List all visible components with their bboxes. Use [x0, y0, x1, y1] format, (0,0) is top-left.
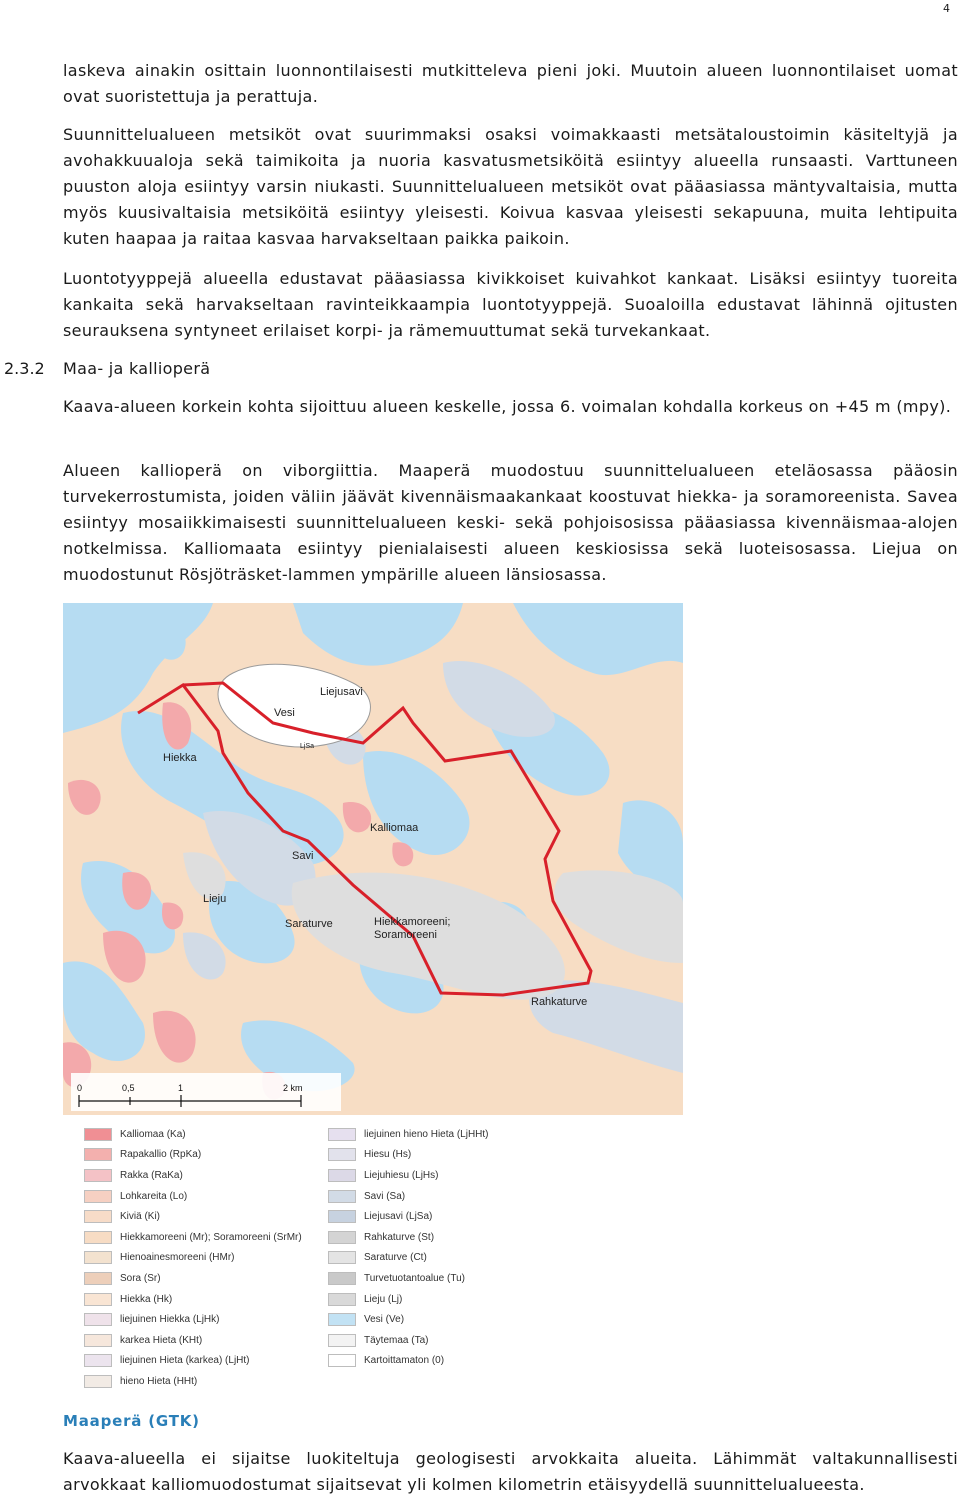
- legend-label: Turvetuotantoalue (Tu): [364, 1272, 465, 1284]
- scale-bar: [71, 1073, 341, 1111]
- scale-tick-05: 0,5: [122, 1083, 135, 1093]
- paragraph-6: Kaava-alueella ei sijaitse luokiteltuja geologisesti arvokkaita alueita. Lähimmät valtakunnallisesti arvokkaat kalliomuodostumat sijaitsevat yli kolmen kilometrin etäisyydellä suunnittelualueesta.: [63, 1449, 958, 1494]
- legend-item: [328, 1289, 489, 1310]
- legend-swatch: [328, 1293, 356, 1306]
- legend-item: [84, 1145, 302, 1166]
- page-number: 4: [943, 2, 950, 15]
- legend-item: [328, 1227, 489, 1248]
- legend-item: [328, 1351, 489, 1372]
- legend-swatch: [328, 1354, 356, 1367]
- paragraph-5: Alueen kallioperä on viborgiittia. Maaperä muodostuu suunnittelualueen eteläosassa pääosin turvekerrostumista, joiden väliin jäävät kivennäismaakankaat koostuvat hiekka- ja soramoreenista. Savea esiintyy mosaiikkimaisesti suunnittelualueen keski- sekä pohjoisosissa pääasiassa kivennäismaa-alojen notkelmissa. Kalliomaata esiintyy pienialaisesti alueen keskiosissa sekä luoteisosassa. Liejua on muodostunut Rösjöträsket-lammen ympärille alueen länsiosassa.: [63, 461, 958, 584]
- legend-item: [84, 1268, 302, 1289]
- legend-column-right: [328, 1124, 489, 1371]
- legend-item: [84, 1289, 302, 1310]
- legend-swatch: [328, 1231, 356, 1244]
- label-vesi: Vesi: [274, 707, 295, 719]
- legend-item: [328, 1165, 489, 1186]
- legend-swatch: [328, 1251, 356, 1264]
- legend-swatch: [84, 1169, 112, 1182]
- scale-tick-2km: 2 km: [283, 1083, 303, 1093]
- paragraph-1: laskeva ainakin osittain luonnontilaisesti mutkitteleva pieni joki. Muutoin alueen luonnontilaiset uomat ovat suoristettuja ja perattuja.: [63, 61, 958, 106]
- legend-label: Kartoittamaton (0): [364, 1355, 445, 1367]
- legend-label: hieno Hieta (HHt): [120, 1375, 198, 1387]
- legend-item: [328, 1124, 489, 1145]
- legend-swatch: [328, 1272, 356, 1285]
- legend-swatch: [328, 1210, 356, 1223]
- legend-swatch: [84, 1190, 112, 1203]
- legend-swatch: [328, 1334, 356, 1347]
- legend-item: [328, 1186, 489, 1207]
- legend-swatch: [84, 1272, 112, 1285]
- legend-item: [84, 1371, 302, 1392]
- legend-swatch: [328, 1148, 356, 1161]
- legend-label: Lohkareita (Lo): [120, 1190, 188, 1202]
- legend-item: [328, 1309, 489, 1330]
- legend-label: Rapakallio (RpKa): [120, 1149, 202, 1161]
- legend-swatch: [84, 1128, 112, 1141]
- legend-label: Täytemaa (Ta): [364, 1334, 429, 1346]
- legend-swatch: [84, 1334, 112, 1347]
- label-hiekka: Hiekka: [163, 752, 197, 764]
- legend-label: Hiesu (Hs): [364, 1149, 412, 1161]
- legend-swatch: [84, 1354, 112, 1367]
- legend-item: [328, 1206, 489, 1227]
- legend-item: [84, 1330, 302, 1351]
- legend-item: [84, 1227, 302, 1248]
- map-legend: [84, 1124, 504, 1394]
- scale-tick-0: 0: [77, 1083, 83, 1093]
- legend-swatch: [84, 1313, 112, 1326]
- legend-swatch: [84, 1293, 112, 1306]
- legend-label: Liejusavi (LjSa): [364, 1211, 433, 1223]
- section-title: Maa- ja kallioperä: [63, 359, 211, 378]
- legend-label: liejuinen Hieta (karkea) (LjHt): [120, 1355, 250, 1367]
- legend-item: [84, 1248, 302, 1269]
- label-saraturve: Saraturve: [285, 918, 333, 930]
- legend-label: karkea Hieta (KHt): [120, 1334, 203, 1346]
- figure-caption: Maaperä (GTK): [63, 1412, 200, 1430]
- legend-label: Vesi (Ve): [364, 1314, 405, 1326]
- label-lieju: Lieju: [203, 893, 227, 905]
- legend-swatch: [328, 1313, 356, 1326]
- legend-swatch: [84, 1375, 112, 1388]
- legend-swatch: [328, 1128, 356, 1141]
- legend-label: Lieju (Lj): [364, 1293, 403, 1305]
- legend-item: [328, 1268, 489, 1289]
- legend-column-left: [84, 1124, 302, 1392]
- legend-swatch: [328, 1169, 356, 1182]
- legend-label: Hienoainesmoreeni (HMr): [120, 1252, 235, 1264]
- soil-map: [63, 603, 683, 1115]
- label-rahkaturve: Rahkaturve: [531, 996, 588, 1008]
- legend-item: [84, 1186, 302, 1207]
- legend-item: [84, 1124, 302, 1145]
- soil-map-graphic: [63, 603, 683, 1115]
- section-number: 2.3.2: [4, 359, 45, 378]
- legend-item: [84, 1351, 302, 1372]
- paragraph-3: Luontotyyppejä alueella edustavat pääasiassa kivikkoiset kuivahkot kankaat. Lisäksi esiintyy tuoreita kankaita sekä harvakseltaan ravinteikkaampia luontotyyppejä. Suoaloilla edustavat lähinnä ojitusten seurauksena syntyneet erilaiset korpi- ja rämemuuttumat sekä turvekankaat.: [63, 269, 958, 340]
- legend-item: [84, 1206, 302, 1227]
- legend-label: Liejuhiesu (LjHs): [364, 1169, 439, 1181]
- legend-swatch: [84, 1148, 112, 1161]
- legend-label: liejuinen hieno Hieta (LjHHt): [364, 1128, 489, 1140]
- legend-swatch: [84, 1251, 112, 1264]
- label-ljsa: LjSa: [300, 743, 315, 750]
- legend-label: Hiekkamoreeni (Mr); Soramoreeni (SrMr): [120, 1231, 302, 1243]
- legend-item: [84, 1165, 302, 1186]
- legend-item: [328, 1330, 489, 1351]
- legend-label: Saraturve (Ct): [364, 1252, 427, 1264]
- label-savi: Savi: [292, 850, 314, 862]
- legend-item: [328, 1145, 489, 1166]
- paragraph-4: Kaava-alueen korkein kohta sijoittuu alueen keskelle, jossa 6. voimalan kohdalla korkeus on +45 m (mpy).: [63, 397, 952, 416]
- legend-label: liejuinen Hiekka (LjHk): [120, 1314, 220, 1326]
- scale-tick-1: 1: [178, 1083, 184, 1093]
- legend-item: [84, 1309, 302, 1330]
- legend-swatch: [84, 1231, 112, 1244]
- label-liejusavi: Liejusavi: [320, 686, 363, 698]
- legend-swatch: [84, 1210, 112, 1223]
- paragraph-2: Suunnittelualueen metsiköt ovat suurimmaksi osaksi voimakkaasti metsätaloustoimin käsiteltyjä ja avohakkuualoja sekä taimikoita ja nuoria kasvatusmetsiköitä esiintyy alueella runsaasti. Varttuneen puuston aloja esiintyy varsin niukasti. Suunnittelualueen metsiköt ovat pääasiassa mäntyvaltaisia, mutta myös kuusivaltaisia metsiköitä esiintyy yleisesti. Koivua kasvaa yleisesti sekapuuna, muita lehtipuita kuten haapaa ja raitaa kasvaa harvakseltaan paikka paikoin.: [63, 125, 958, 248]
- label-moreeni-1: Hiekkamoreeni;: [374, 916, 451, 928]
- legend-label: Rakka (RaKa): [120, 1169, 183, 1181]
- legend-swatch: [328, 1190, 356, 1203]
- legend-label: Kalliomaa (Ka): [120, 1128, 186, 1140]
- legend-label: Savi (Sa): [364, 1190, 406, 1202]
- legend-label: Sora (Sr): [120, 1272, 161, 1284]
- legend-item: [328, 1248, 489, 1269]
- legend-label: Rahkaturve (St): [364, 1231, 435, 1243]
- label-kalliomaa: Kalliomaa: [370, 822, 419, 834]
- legend-label: Hiekka (Hk): [120, 1293, 173, 1305]
- label-moreeni-2: Soramoreeni: [374, 929, 437, 941]
- legend-label: Kiviä (Ki): [120, 1211, 161, 1223]
